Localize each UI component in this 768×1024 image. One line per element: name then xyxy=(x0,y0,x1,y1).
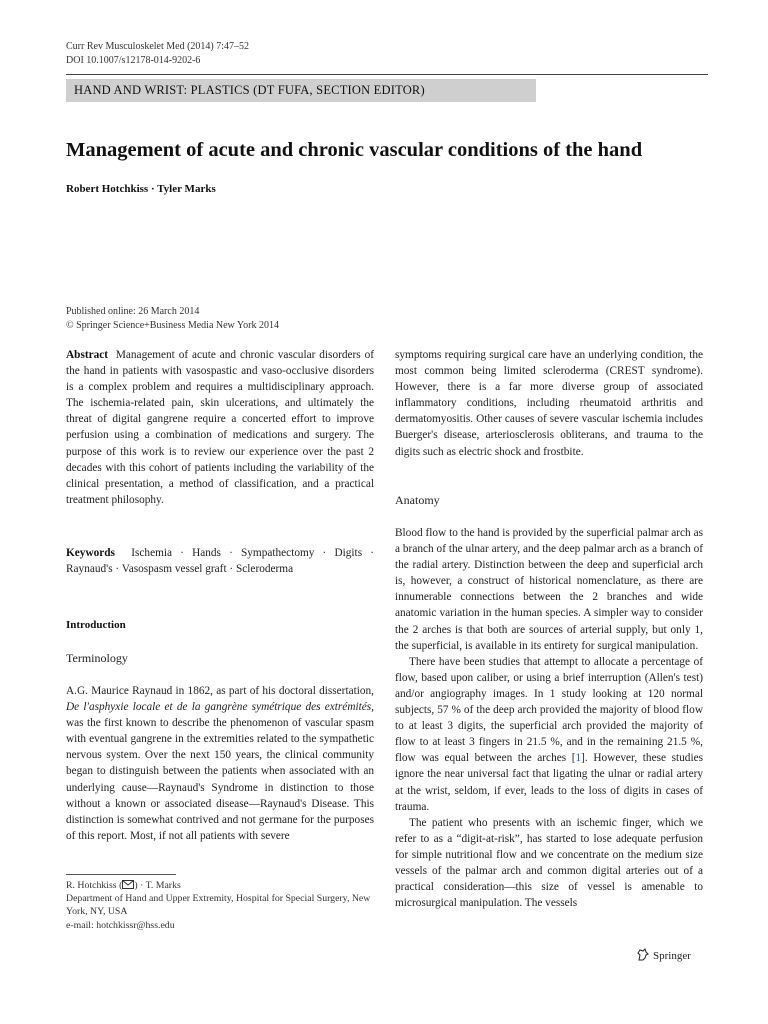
author-affiliation: Department of Hand and Upper Extremity, Hospital for Special Surgery, New York, NY, USA xyxy=(66,893,371,918)
author-email[interactable]: e-mail: hotchkissr@hss.edu xyxy=(66,919,175,931)
introduction-heading: Introduction xyxy=(66,619,126,631)
published-date: Published online: 26 March 2014 xyxy=(66,306,200,317)
footnote-rule xyxy=(66,874,176,875)
abstract-label: Abstract xyxy=(66,349,109,361)
copyright: © Springer Science+Business Media New York 2014 xyxy=(66,320,279,331)
intro-paragraph xyxy=(66,683,374,844)
anatomy-p2-start: There have been studies that attempt to allocate a percentage of flow, based upon caliber, or using a brief interruption (Allen's test) and/or angiography images. In 1 study looking at 120 normal subjects, 57 % of the deep arch provided the majority of blood flow to at least 3 digits, the superficial arch provided the majority of flow to at least 3 fingers in 21.5 %, and in the remaining 21.5 %, flow was equal between the arches [ xyxy=(395,655,703,765)
journal-header xyxy=(66,40,249,68)
journal-citation: Curr Rev Musculoskelet Med (2014) 7:47–52 xyxy=(66,41,250,52)
envelope-icon[interactable] xyxy=(122,880,134,889)
author-footnote xyxy=(66,879,376,932)
reference-link-1[interactable]: 1 xyxy=(575,752,582,765)
intro-text-end: was the first known to describe the phenomenon of vascular spasm with eventual gangrene in the extremities related to the sympathetic nervous system. Over the next 150 years, the clinical community began to distinguish between the patients when associated with an underlying cause—Raynaud's Syndrome in distinction to those without a known or associated disease—Raynaud's Disease. This distinction is somewhat contrived and not germane for the purposes of this report. Most, if not all patients with severe xyxy=(66,717,374,842)
springer-horse-icon xyxy=(636,948,650,962)
abstract-block xyxy=(66,347,374,508)
keywords-block xyxy=(66,545,374,577)
footnote-authors-end: ) · T. Marks xyxy=(134,880,181,891)
keywords-label: Keywords xyxy=(66,547,115,559)
doi: DOI 10.1007/s12178-014-9202-6 xyxy=(66,55,201,66)
footnote-authors-start: R. Hotchkiss ( xyxy=(66,880,123,891)
intro-text-start: A.G. Maurice Raynaud in 1862, as part of his doctoral dissertation, xyxy=(66,685,374,697)
section-banner: HAND AND WRIST: PLASTICS (DT FUFA, SECTION EDITOR) xyxy=(66,79,536,102)
header-rule xyxy=(66,74,708,75)
anatomy-section xyxy=(395,525,703,911)
article-authors: Robert Hotchkiss · Tyler Marks xyxy=(66,183,216,195)
anatomy-p2-end: ]. However, these studies ignore the near universal fact that ligating the ulnar or radial artery at the wrist, seldom, if ever, leads to the loss of digits in cases of trauma. xyxy=(395,752,703,813)
publication-info xyxy=(66,305,279,333)
publisher-name: Springer xyxy=(653,950,691,962)
anatomy-paragraph-1: Blood flow to the hand is provided by the superficial palmar arch as a branch of the ulnar artery, and the deep palmar arch as a branch of the radial artery. Distinction between the deep and superficial arch is, however, a construct of historical nomenclature, as there are innumerable connections between the 2 branches and wide anatomic variation in the human species. A simpler way to consider the 2 arches is that both are sources of arterial supply, but only 1, the superficial, is available in its entirety for surgical manipulation. xyxy=(395,527,703,652)
continued-text: symptoms requiring surgical care have an underlying condition, the most common being limited scleroderma (CREST syndrome). However, there is a far more diverse group of associated inflammatory conditions, including rheumatoid arthritis and dermatomyositis. Other causes of severe vascular ischemia includes Buerger's disease, arteriosclerosis obliterans, and trauma to the digits such as electric shock and frostbite. xyxy=(395,349,703,458)
anatomy-paragraph-2 xyxy=(395,654,703,815)
article-title: Management of acute and chronic vascular conditions of the hand xyxy=(66,139,643,161)
publisher-mark xyxy=(636,948,691,962)
abstract-text: Management of acute and chronic vascular disorders of the hand in patients with vasospastic and vaso-occlusive disorders is a complex problem and requires a multidisciplinary approach. The ischemia-related pain, skin ulcerations, and ultimately the threat of digital gangrene require a concerted effort to improve perfusion using a combination of medications and surgery. The purpose of this work is to review our experience over the past 2 decades with this cohort of patients including the variability of the clinical presentation, a method of classification, and a practical treatment philosophy. xyxy=(66,349,374,506)
right-continued-paragraph xyxy=(395,347,703,460)
raynaud-dissertation-title: De l'asphyxie locale et de la gangrène symétrique des extrémités, xyxy=(66,701,374,714)
anatomy-paragraph-3: The patient who presents with an ischemic finger, which we refer to as a “digit-at-risk”, has started to lose adequate perfusion for simple nutritional flow and we concentrate on the medium size vessels of the palmar arch and common digital arteries out of a practical consideration—this size of vessel is amenable to microsurgical manipulation. The vessels xyxy=(395,816,703,910)
keywords-text: Ischemia · Hands · Sympathectomy · Digits · Raynaud's · Vasospasm vessel graft · Scleroderma xyxy=(66,547,374,576)
terminology-subheading: Terminology xyxy=(66,651,128,665)
anatomy-heading: Anatomy xyxy=(395,493,440,507)
